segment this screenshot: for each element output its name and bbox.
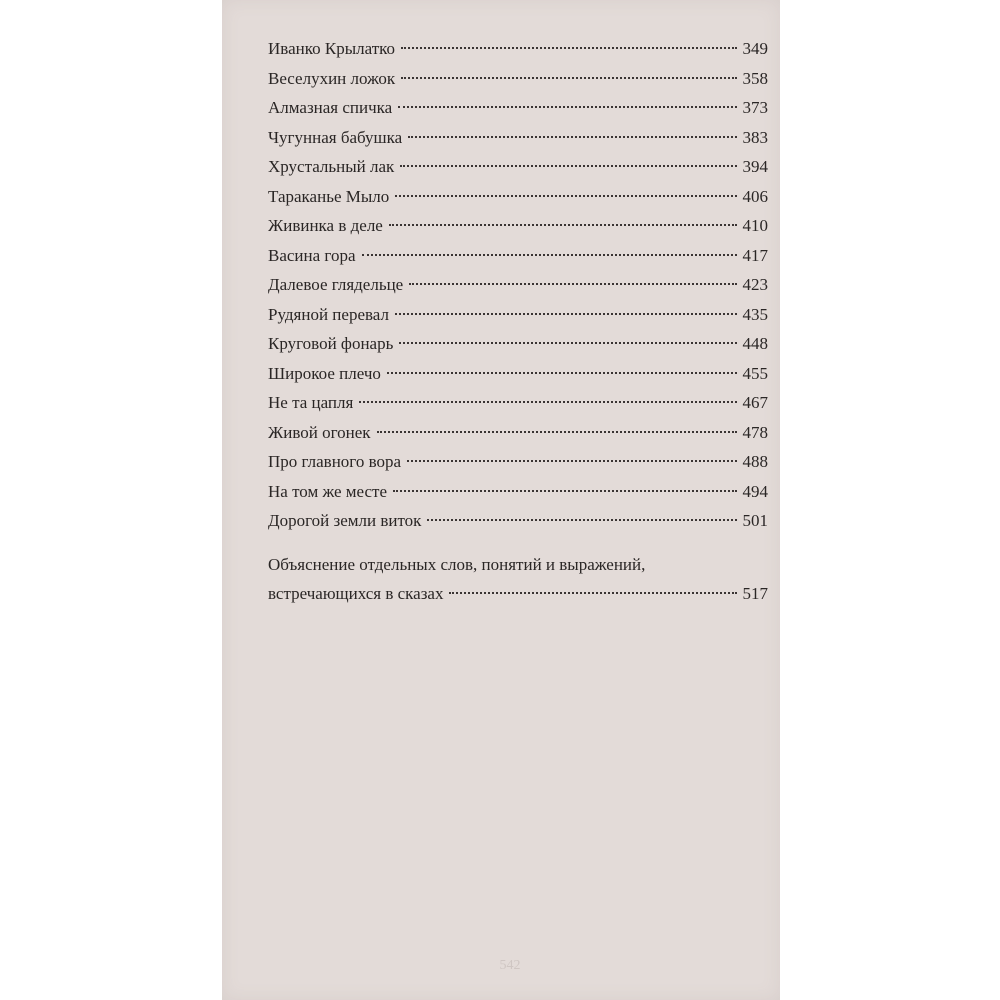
toc-entry-page: 410 xyxy=(742,216,768,235)
toc-entry-title: Живинка в деле xyxy=(268,216,383,235)
toc-entry xyxy=(268,300,768,330)
dot-leader xyxy=(449,592,736,594)
toc-entry-title: Широкое плечо xyxy=(268,363,381,383)
dot-leader xyxy=(408,136,736,138)
toc-entry xyxy=(268,182,768,212)
toc-entry-page: 373 xyxy=(742,98,768,117)
toc-entry-title: Далевое глядельце xyxy=(268,275,404,294)
toc-entry-title: Васина гора xyxy=(268,245,356,265)
dot-leader xyxy=(427,519,736,521)
toc-entry-title: Веселухин ложок xyxy=(268,68,396,88)
toc-entry xyxy=(268,241,768,271)
dot-leader xyxy=(400,165,736,167)
toc-entry xyxy=(268,123,768,153)
glossary-title-line1: Объяснение отдельных слов, понятий и выражений, xyxy=(268,554,646,574)
toc-entry xyxy=(268,211,768,241)
toc-entry xyxy=(268,506,768,536)
glossary-page: 517 xyxy=(742,584,768,603)
toc-entry xyxy=(268,359,768,389)
toc-entry-page: 423 xyxy=(742,275,768,294)
toc-entry-page: 417 xyxy=(742,245,768,265)
dot-leader xyxy=(395,195,736,197)
toc-entry-title: Алмазная спичка xyxy=(268,98,393,117)
toc-entry xyxy=(268,388,768,418)
dot-leader xyxy=(395,313,737,315)
toc-entry xyxy=(268,152,768,182)
toc-entry-page: 383 xyxy=(742,127,768,147)
glossary-title-line2-row xyxy=(268,579,768,609)
dot-leader xyxy=(389,224,737,226)
toc-entry-page: 358 xyxy=(742,68,768,88)
toc-entry-page: 467 xyxy=(742,393,768,412)
toc-entry-title: Иванко Крылатко xyxy=(268,39,396,58)
toc-entry-page: 501 xyxy=(742,511,768,530)
toc-entry-page: 494 xyxy=(742,481,768,501)
toc-entry-page: 455 xyxy=(742,363,768,383)
toc-entry xyxy=(268,34,768,64)
toc-entry-glossary xyxy=(268,550,768,609)
toc-entry xyxy=(268,270,768,300)
toc-entry-page: 448 xyxy=(742,334,768,353)
toc-entry-title: Рудяной перевал xyxy=(268,304,389,324)
glossary-title-line2: встречающихся в сказах xyxy=(268,584,444,603)
dot-leader xyxy=(407,460,736,462)
toc-entry-title: Живой огонек xyxy=(268,422,371,442)
toc-entry-title: Тараканье Мыло xyxy=(268,186,390,206)
toc-entry-title: Не та цапля xyxy=(268,393,354,412)
toc-entry-title: На том же месте xyxy=(268,481,388,501)
dot-leader xyxy=(359,401,736,403)
toc-entry-title: Круговой фонарь xyxy=(268,334,394,353)
dot-leader xyxy=(409,283,736,285)
page-number: 542 xyxy=(499,958,521,973)
dot-leader xyxy=(377,431,737,433)
toc-entry xyxy=(268,447,768,477)
toc-entry xyxy=(268,64,768,94)
toc-entry-page: 435 xyxy=(742,304,768,324)
toc-entry-page: 488 xyxy=(742,452,768,471)
dot-leader xyxy=(393,490,736,492)
toc-entry-title: Хрустальный лак xyxy=(268,157,395,176)
toc-entry-page: 349 xyxy=(742,39,768,58)
toc-entry-title: Про главного вора xyxy=(268,452,402,471)
toc-entry-page: 394 xyxy=(742,157,768,176)
toc-entry xyxy=(268,477,768,507)
dot-leader xyxy=(399,342,736,344)
toc-entry xyxy=(268,93,768,123)
toc-entry xyxy=(268,329,768,359)
toc-entry-title: Дорогой земли виток xyxy=(268,511,422,530)
dot-leader xyxy=(398,106,736,108)
dot-leader xyxy=(401,47,736,49)
toc-entry xyxy=(268,418,768,448)
table-of-contents xyxy=(268,34,768,609)
dot-leader xyxy=(401,77,736,79)
dot-leader xyxy=(362,254,737,256)
toc-entry-page: 406 xyxy=(742,186,768,206)
toc-entry-page: 478 xyxy=(742,422,768,442)
toc-entry-title: Чугунная бабушка xyxy=(268,127,403,147)
dot-leader xyxy=(387,372,737,374)
